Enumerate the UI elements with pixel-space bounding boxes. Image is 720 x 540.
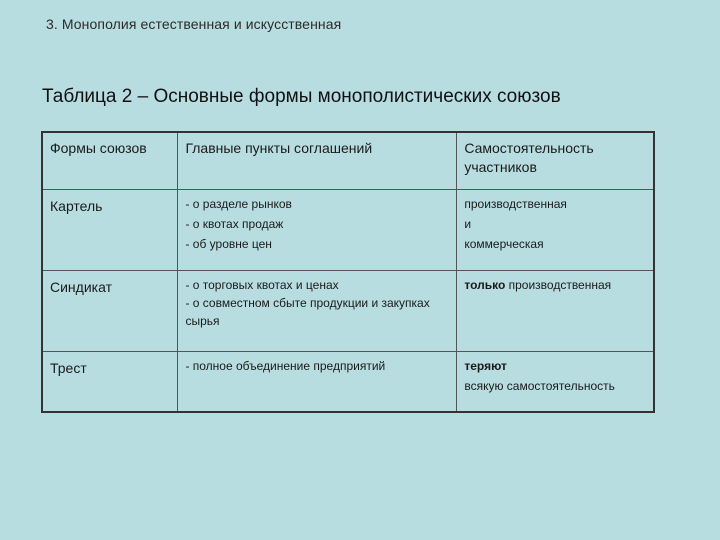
cell-independence-syndicate [457,271,654,352]
header-independence: Самостоятельность участников [457,132,654,190]
monopoly-forms-table [41,131,655,413]
cell-independence-trust [457,352,654,413]
cell-points-cartel [178,190,457,271]
header-forms: Формы союзов [42,132,178,190]
table-row-syndicate [42,271,654,352]
point-item: - о квотах продаж [185,217,284,231]
table-caption: Таблица 2 – Основные формы монополистических союзов [42,86,561,107]
cell-points-syndicate [178,271,457,352]
header-points: Главные пункты соглашений [178,132,457,190]
cell-independence-cartel [457,190,654,271]
cell-form-syndicate: Синдикат [42,271,178,352]
point-item: - об уровне цен [185,237,272,251]
cell-form-cartel: Картель [42,190,178,271]
table-row-trust [42,352,654,413]
point-item: - о разделе рынков [185,197,292,211]
section-title: 3. Монополия естественная и искусственная [46,16,342,32]
point-item: - полное объединение предприятий [185,359,386,373]
point-item: - о торговых квотах и ценах [185,278,339,292]
point-item: - о совместном сбыте продукции и закупках сырья [185,296,430,328]
cell-form-trust: Трест [42,352,178,413]
independence-emphasis: только [464,278,506,292]
table-row-cartel [42,190,654,271]
independence-line: коммерческая [464,237,544,251]
table-header-row [42,132,654,190]
independence-line: и [464,217,472,231]
independence-text: производственная [505,278,612,292]
independence-line: производственная [464,197,567,211]
independence-text: всякую самостоятельность [464,379,615,393]
independence-emphasis: теряют [464,359,507,373]
cell-points-trust [178,352,457,413]
